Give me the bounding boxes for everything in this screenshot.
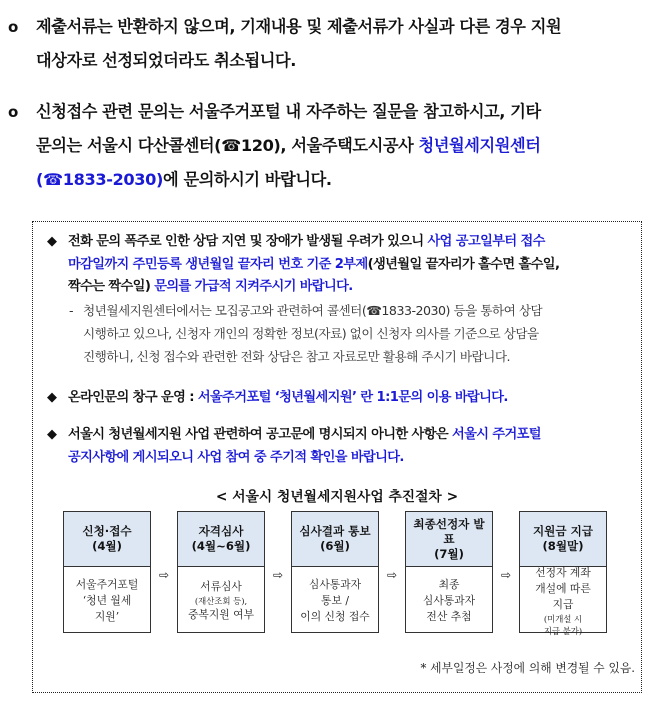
notice-text: 온라인문의 창구 운영 : [68,390,198,405]
step-text: 지원’ [94,609,120,623]
step-text: 서울주거포털 [75,577,139,591]
notice-highlight: 서울주거포털 ‘청년월세지원’ 란 1:1문의 이용 바랍니다. [197,390,508,405]
step-text: 선정자 계좌 [535,565,591,579]
schedule-footnote: * 세부일정은 사정에 의해 변경될 수 있음. [420,661,635,675]
step-period: (4월~6월) [191,539,251,553]
step-text: 전산 추첨 [426,609,472,623]
sub-line: 청년월세지원센터에서는 모집공고와 관련하여 콜센터(☎1833-2030) 등을 통하여 상담 [83,303,543,318]
bullet-text: 문의는 서울시 다산콜센터(☎120), 서울주택도시공사 [36,136,419,155]
step-header [178,512,264,567]
step-note: 지급 불가) [543,625,583,636]
notice-sub-callcenter [69,299,637,368]
step-text: 이의 신청 접수 [300,609,370,623]
sub-line: 시행하고 있으나, 신청자 개인의 정확한 정보(자료) 없이 신청자 의사를 기준으로 상담을 [83,326,539,341]
bullet-returns [8,10,653,78]
step-body [178,567,264,634]
diamond-icon: ◆ [47,390,57,405]
bullet-marker: o [8,103,18,121]
step-text: ‘청년 월세 [82,593,132,607]
notice-line [68,231,639,254]
arrow-icon: ⇨ [387,568,398,582]
notice-text: 짝수는 짝수일) [68,279,155,294]
bullet-line: 제출서류는 반환하지 않으며, 기재내용 및 제출서류가 사실과 다른 경우 지원 [36,17,562,36]
sub-line: 진행하니, 신청 접수와 관련한 전화 상담은 참고 자료로만 활용해 주시기 바랍니다. [83,349,511,364]
notice-line [68,387,639,410]
step-body [406,567,492,634]
notice-highlight: 문의를 가급적 지켜주시기 바랍니다. [154,279,353,294]
step-text: 지급 [552,597,574,611]
step-title: 신청·접수 [82,524,132,538]
step-period: (8월말) [542,539,584,553]
arrow-icon: ⇨ [273,568,284,582]
notice-line [68,447,639,470]
notice-item-online [47,387,639,410]
notice-text: 서울시 청년월세지원 사업 관련하여 공고문에 명시되지 아니한 사항은 [68,427,452,442]
diamond-icon: ◆ [47,427,57,442]
step-title: 최종선정자 발 [413,516,485,531]
center-phone: (☎1833-2030) [36,170,163,189]
process-step-apply [63,511,151,633]
step-body [292,567,378,634]
dash-marker: - [69,303,74,318]
notice-line [68,276,639,299]
step-body [64,567,150,634]
step-title: 표 [443,531,455,546]
step-header [292,512,378,567]
notice-line [68,254,639,277]
step-title: 심사결과 통보 [299,524,371,538]
step-body [520,567,606,634]
step-header [520,512,606,567]
process-step-review [177,511,265,633]
bullet-line: 대상자로 선정되었더라도 취소됩니다. [36,51,297,70]
notice-highlight: 서울시 주거포털 [451,427,541,442]
step-period: (4월) [92,539,122,553]
process-step-final [405,511,493,633]
notice-text: (생년월일 끝자리가 홀수면 홀수일, [367,256,560,272]
step-period: (7월) [434,546,464,561]
bullet-marker: o [8,18,18,36]
arrow-icon: ⇨ [159,568,170,582]
notice-item-phone [47,231,639,299]
youth-rent-center-link: 청년월세지원센터 [418,136,541,155]
bullet-line [36,163,653,197]
bullet-line: 신청접수 관련 문의는 서울주거포털 내 자주하는 질문을 참고하시고, 기타 [36,102,541,121]
notice-box [32,221,642,693]
notice-item-portal [47,424,639,469]
notice-highlight: 공지사항에 게시되오니 사업 참여 중 주기적 확인을 바랍니다. [68,449,404,465]
step-text: 통보 / [321,593,349,607]
bullet-line [36,129,653,163]
step-note: (재산조회 등), [194,595,248,606]
bullet-inquiry [8,95,653,197]
arrow-icon: ⇨ [501,568,512,582]
notice-highlight: 사업 공고일부터 접수 [427,234,545,249]
notice-highlight: 마감일까지 주민등록 생년월일 끝자리 번호 기준 2부제 [68,256,368,272]
step-text: 심사통과자 [308,577,362,591]
step-title: 자격심사 [198,524,244,538]
diamond-icon: ◆ [47,234,57,249]
bullet-text: 에 문의하시기 바랍니다. [162,170,332,189]
step-text: 서류심사 [200,579,242,593]
step-text: 최종 [438,577,460,591]
step-text: 심사통과자 [422,593,476,607]
step-text: 개설에 따른 [535,581,591,595]
process-step-notify [291,511,379,633]
step-period: (6월) [320,539,350,553]
notice-text: 전화 문의 폭주로 인한 상담 지연 및 장애가 발생될 우려가 있으니 [68,234,428,249]
process-title: < 서울시 청년월세지원사업 추진절차 > [215,489,459,505]
step-header [64,512,150,567]
process-step-payment [519,511,607,636]
step-title: 지원금 지급 [532,524,594,538]
notice-line [68,424,639,447]
step-text: 중복지원 여부 [187,607,254,621]
step-note: (미개설 시 [543,613,583,624]
step-header [406,512,492,567]
